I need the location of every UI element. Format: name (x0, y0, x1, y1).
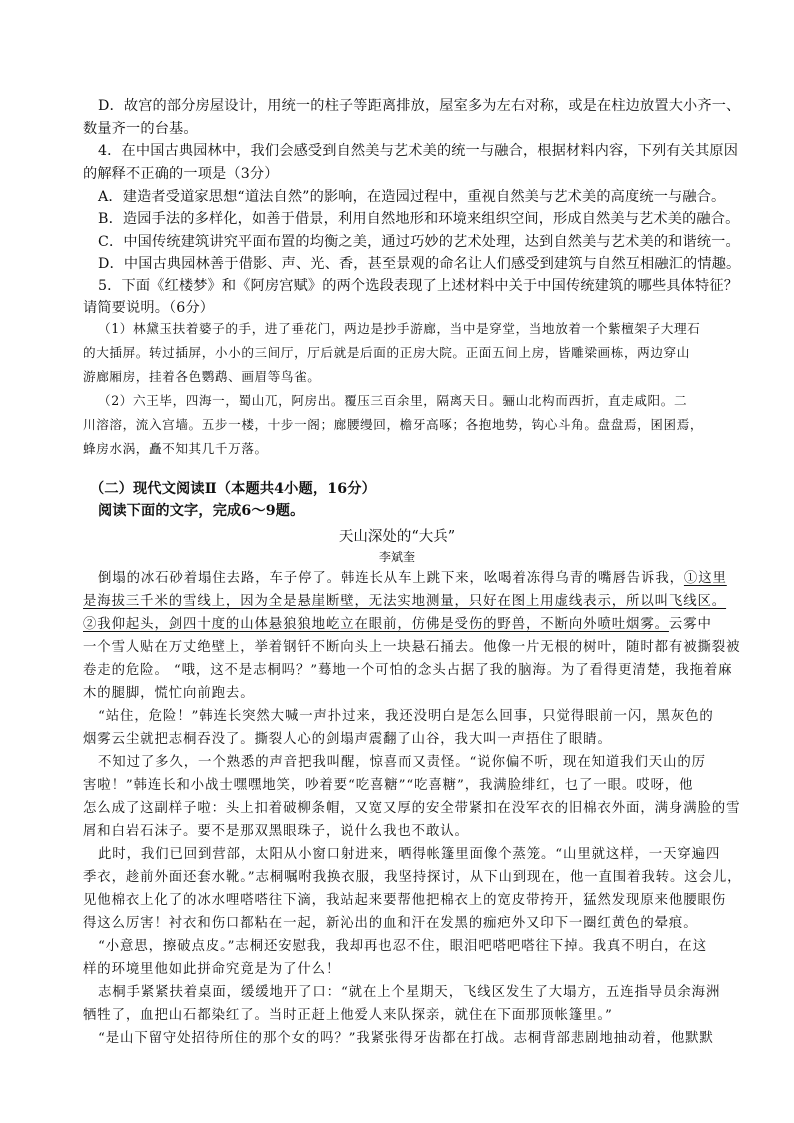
q5-passage1-line2: 的大插屏。转过插屏，小小的三间厅，厅后就是后面的正房大院。正面五间上房，皆雕梁画栋，两边穿山 (83, 345, 690, 360)
q5-passage2-line3: 蜂房水涡，矗不知其几千万落。 (83, 441, 268, 456)
para6-line4: 得这么厉害！衬衣和伤口都粘在一起，新沁出的血和汗在发黑的痂疤外又印下一圈红黄色的晕痕。 (83, 916, 698, 931)
q3-option-d-line2: 数量齐一的台基。 (83, 121, 198, 137)
q5-stem-line1: 5．下面《红楼梦》和《阿房宫赋》的两个选段表现了上述材料中关于中国传统建筑的哪些具体特征？ (98, 278, 739, 294)
q5-passage2-line1: （2）六王毕，四海一，蜀山兀，阿房出。覆压三百余里，隔离天日。骊山北构而西折，直走咸阳。二 (98, 393, 688, 408)
q4-option-d: D．中国古典园林善于借影、声、光、香，甚至景观的命名让人们感受到建筑与自然互相融汇的情趣。 (98, 256, 741, 272)
q4-option-b: B．造园手法的多样化，如善于借景，利用自然地形和环境来组织空间，形成自然美与艺术美的融合。 (98, 211, 740, 227)
para2-underlined: ②我仰起头，剑四十度的山体悬狼狼地屹立在眼前，仿佛是受伤的野兽，不断向外喷吐烟雾。 (83, 617, 669, 632)
para1-line2-underlined: 是海拔三千米的雪线上，因为全是悬崖断壁，无法实地测量，只好在图上用虚线表示，所以叫飞线区。 (83, 594, 727, 609)
para1-line1-text: 倒塌的冰石砂着塌住去路，车子停了。韩连长从车上跳下来，吆喝着冻得乌青的嘴唇告诉我， (98, 571, 684, 586)
para2-line1-tail: 云雾中 (668, 617, 712, 632)
para6-line1: 此时，我们已回到营部，太阳从小窗口射进来，晒得帐篷里面像个蒸笼。“山里就这样，一天穿遍四 (98, 847, 721, 862)
para6-line2: 季衣，趁前外面还套水靴。”志桐嘱咐我换衣服，我坚持探讨，从下山到现在，他一直围着我转。这会儿， (83, 870, 742, 885)
para7-line1: “小意思，擦破点皮。”志桐还安慰我，我却再也忍不住，眼泪吧嗒吧嗒往下掉。我真不明白，在这 (98, 939, 707, 954)
para1-underlined-start: ①这里 (683, 571, 727, 586)
para2-line1 (83, 615, 712, 635)
para1-line1 (98, 569, 727, 589)
q4-option-c: C．中国传统建筑讲究平面布置的均衡之美，通过巧妙的艺术处理，达到自然美与艺术美的和谐统一。 (98, 234, 740, 250)
article-title: 天山深处的“大兵” (338, 529, 456, 545)
para2-line4: 木的腿脚，慌忙向前跑去。 (83, 686, 255, 701)
para5-line4: 屑和白岩石沫子。要不是那双黑眼珠子，说什么我也不敢认。 (83, 824, 469, 839)
q5-passage1-line3: 游廊厢房，挂着各色鹦鹉、画眉等鸟雀。 (83, 369, 321, 384)
section-heading: （二）现代文阅读Ⅱ（本题共4小题，16分） (90, 481, 376, 497)
para3-line2: 烟雾云尘就把志桐吞没了。撕裂人心的剑塌声震翻了山谷，我大叫一声捂住了眼睛。 (83, 732, 612, 747)
para2-line3: 卷走的危险。 “哦，这不是志桐吗？”蓦地一个可怕的念头占据了我的脑海。为了看得更清楚，我拖着麻 (83, 663, 733, 678)
para7-line2: 样的环境里他如此拼命究竟是为了什么！ (83, 962, 341, 977)
para3-line1: “站住，危险！”韩连长突然大喊一声扑过来，我还没明白是怎么回事，只觉得眼前一闪，黑灰色的 (98, 709, 714, 724)
para6-line3: 见他棉衣上化了的冰水哩嗒嗒往下滴，我站起来要帮他把棉衣上的宽皮带挎开，猛然发现原来他腰眼伤 (83, 893, 727, 908)
q4-stem-line2: 的解释不正确的一项是（3分） (83, 166, 279, 182)
para2-line2: 一个雪人贴在万丈绝壁上，挙着钢钎不断向头上一块悬石捅去。他像一片无根的树叶，随时都有被撕裂被 (83, 640, 741, 655)
article-author: 李斌奎 (378, 550, 415, 564)
q4-option-a: A．建造者受道家思想“道法自然”的影响，在造园过程中，重视自然美与艺术美的高度统一与融合。 (98, 189, 726, 205)
para5-line2: 害啦！”韩连长和小战士嘿嘿地笑，吵着要“吃喜糖”“吃喜糖”，我满脸绯红，乜了一眼。哎呀，他 (83, 778, 694, 793)
para9-line1: “是山下留守处招待所住的那个女的吗？”我紧张得牙齿都在打战。志桐背部悲剧地抽动着，他默默 (98, 1031, 714, 1046)
q4-stem-line1: 4．在中国古典园林中，我们会感受到自然美与艺术美的统一与融合，根据材料内容，下列有关其原因 (98, 143, 739, 159)
q3-option-d-line1: D．故宫的部分房屋设计，用统一的柱子等距离排放，屋室多为左右对称，或是在柱边放置大小齐一、 (98, 98, 741, 114)
para8-line2: 牺牲了，血把山石都染红了。当时正赶上他爱人来队探亲，就住在下面那顶帐篷里。” (83, 1008, 613, 1023)
q5-stem-line2: 请简要说明。（6分） (83, 300, 215, 316)
para5-line3: 怎么成了这副样子啦：头上扣着破柳条帽，又宽又厚的安全带紧扣在没军衣的旧棉衣外面，满身满脸的雪 (83, 801, 741, 816)
reading-instruction: 阅读下面的文字，完成6～9题。 (98, 503, 305, 519)
q5-passage1-line1: （1）林黛玉扶着婆子的手，进了垂花门，两边是抄手游廊，当中是穿堂，当地放着一个紫檀架子大理石 (98, 321, 701, 336)
para5-line1: 不知过了多久，一个熟悉的声音把我叫醒，惊喜而又责怪。“说你偏不听，现在知道我们天山的厉 (98, 755, 706, 770)
q5-passage2-line2: 川溶溶，流入宫墙。五步一楼，十步一阁；廊腰缦回，檐牙高啄；各抱地势，钩心斗角。盘盘焉，囷囷焉， (83, 417, 704, 432)
para8-line1: 志桐手紧紧扶着桌面，缓缓地开了口：“就在上个星期天，飞线区发生了大塌方，五连指导员余海洲 (98, 985, 721, 1000)
